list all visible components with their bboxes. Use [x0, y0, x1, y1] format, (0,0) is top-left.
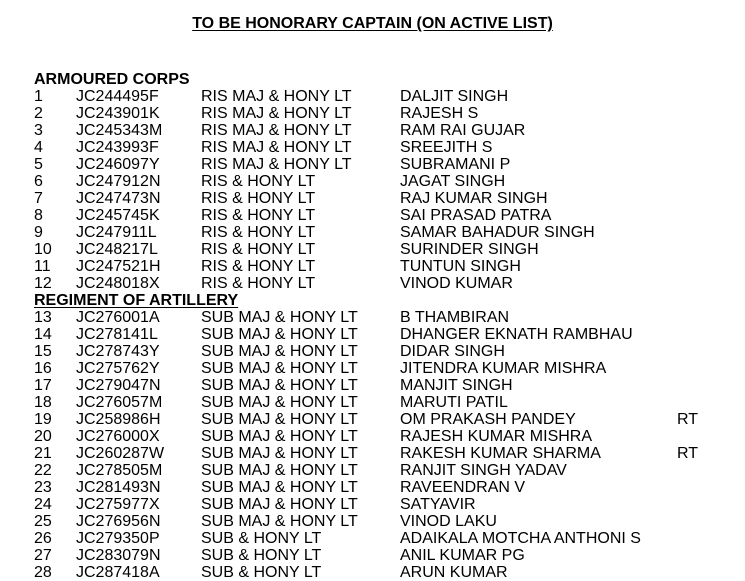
- serial-number: 13: [34, 309, 52, 326]
- personal-number: JC276057M: [76, 394, 163, 411]
- personal-number: JC243993F: [76, 139, 159, 156]
- list-row: [0, 105, 745, 122]
- serial-number: 23: [34, 479, 52, 496]
- serial-number: 11: [34, 258, 51, 275]
- serial-number: 27: [34, 547, 52, 564]
- list-row: [0, 479, 745, 496]
- rank: SUB MAJ & HONY LT: [201, 496, 358, 513]
- list-row: [0, 377, 745, 394]
- rank: SUB MAJ & HONY LT: [201, 445, 358, 462]
- list-row: [0, 156, 745, 173]
- rank: SUB MAJ & HONY LT: [201, 513, 358, 530]
- list-row: [0, 343, 745, 360]
- person-name: SAI PRASAD PATRA: [400, 207, 552, 224]
- personal-number: JC281493N: [76, 479, 161, 496]
- personal-number: JC278743Y: [76, 343, 160, 360]
- section-heading: [0, 71, 745, 88]
- personal-number: JC276000X: [76, 428, 160, 445]
- personal-number: JC244495F: [76, 88, 159, 105]
- personal-number: JC248217L: [76, 241, 158, 258]
- personal-number: JC279350P: [76, 530, 160, 547]
- rank: SUB MAJ & HONY LT: [201, 343, 358, 360]
- serial-number: 8: [34, 207, 43, 224]
- rank: SUB MAJ & HONY LT: [201, 394, 358, 411]
- rank: RIS & HONY LT: [201, 224, 316, 241]
- list-row: [0, 258, 745, 275]
- list-row: [0, 122, 745, 139]
- person-name: ADAIKALA MOTCHA ANTHONI S: [400, 530, 641, 547]
- personal-number: JC276001A: [76, 309, 160, 326]
- list-row: [0, 496, 745, 513]
- list-row: [0, 241, 745, 258]
- rank: SUB & HONY LT: [201, 530, 322, 547]
- rank: SUB & HONY LT: [201, 564, 322, 581]
- person-name: VINOD LAKU: [400, 513, 497, 530]
- rank: SUB MAJ & HONY LT: [201, 411, 358, 428]
- person-name: RAM RAI GUJAR: [400, 122, 526, 139]
- person-name: RANJIT SINGH YADAV: [400, 462, 567, 479]
- list-row: [0, 139, 745, 156]
- serial-number: 20: [34, 428, 52, 445]
- rank: SUB MAJ & HONY LT: [201, 309, 358, 326]
- serial-number: 5: [34, 156, 43, 173]
- list-row: [0, 462, 745, 479]
- person-name: SUBRAMANI P: [400, 156, 511, 173]
- person-name: ANIL KUMAR PG: [400, 547, 525, 564]
- person-name: DIDAR SINGH: [400, 343, 505, 360]
- person-name: RAJESH S: [400, 105, 479, 122]
- serial-number: 26: [34, 530, 52, 547]
- list-row: [0, 224, 745, 241]
- serial-number: 22: [34, 462, 52, 479]
- rank: SUB MAJ & HONY LT: [201, 428, 358, 445]
- rank: RIS & HONY LT: [201, 190, 316, 207]
- rank: RIS MAJ & HONY LT: [201, 139, 352, 156]
- person-name: SAMAR BAHADUR SINGH: [400, 224, 595, 241]
- rank: RIS MAJ & HONY LT: [201, 122, 352, 139]
- personal-number: JC247911L: [76, 224, 157, 241]
- person-name: RAJESH KUMAR MISHRA: [400, 428, 593, 445]
- promotion-list: [0, 71, 745, 581]
- personal-number: JC278505M: [76, 462, 163, 479]
- person-name: RAJ KUMAR SINGH: [400, 190, 548, 207]
- personal-number: JC260287W: [76, 445, 165, 462]
- personal-number: JC247473N: [76, 190, 161, 207]
- rank: RIS & HONY LT: [201, 207, 316, 224]
- serial-number: 4: [34, 139, 43, 156]
- serial-number: 6: [34, 173, 43, 190]
- personal-number: JC276956N: [76, 513, 161, 530]
- section-heading: [0, 292, 745, 309]
- list-row: [0, 513, 745, 530]
- rank: RIS MAJ & HONY LT: [201, 105, 352, 122]
- serial-number: 28: [34, 564, 52, 581]
- person-name: ARUN KUMAR: [400, 564, 508, 581]
- rank: SUB & HONY LT: [201, 547, 322, 564]
- rank: RIS & HONY LT: [201, 258, 316, 275]
- person-name: MARUTI PATIL: [400, 394, 508, 411]
- person-name: DALJIT SINGH: [400, 88, 509, 105]
- serial-number: 17: [34, 377, 52, 394]
- remark: RT: [677, 445, 699, 462]
- rank: SUB MAJ & HONY LT: [201, 462, 358, 479]
- list-row: [0, 275, 745, 292]
- list-row: [0, 88, 745, 105]
- section-heading-text: REGIMENT OF ARTILLERY: [34, 292, 239, 309]
- rank: RIS & HONY LT: [201, 275, 316, 292]
- list-row: [0, 547, 745, 564]
- list-row: [0, 411, 745, 428]
- rank: SUB MAJ & HONY LT: [201, 326, 358, 343]
- serial-number: 1: [34, 88, 43, 105]
- personal-number: JC283079N: [76, 547, 161, 564]
- rank: RIS MAJ & HONY LT: [201, 88, 352, 105]
- serial-number: 16: [34, 360, 52, 377]
- personal-number: JC246097Y: [76, 156, 160, 173]
- person-name: SATYAVIR: [400, 496, 476, 513]
- person-name: RAKESH KUMAR SHARMA: [400, 445, 601, 462]
- person-name: SREEJITH S: [400, 139, 493, 156]
- person-name: JITENDRA KUMAR MISHRA: [400, 360, 607, 377]
- person-name: VINOD KUMAR: [400, 275, 513, 292]
- serial-number: 9: [34, 224, 43, 241]
- list-row: [0, 173, 745, 190]
- personal-number: JC247912N: [76, 173, 161, 190]
- person-name: JAGAT SINGH: [400, 173, 506, 190]
- personal-number: JC245745K: [76, 207, 160, 224]
- rank: RIS & HONY LT: [201, 173, 316, 190]
- section-heading-text: ARMOURED CORPS: [34, 71, 190, 88]
- person-name: RAVEENDRAN V: [400, 479, 526, 496]
- personal-number: JC287418A: [76, 564, 160, 581]
- serial-number: 3: [34, 122, 43, 139]
- document-title: TO BE HONORARY CAPTAIN (ON ACTIVE LIST): [192, 15, 553, 32]
- rank: SUB MAJ & HONY LT: [201, 479, 358, 496]
- list-row: [0, 309, 745, 326]
- list-row: [0, 445, 745, 462]
- list-row: [0, 326, 745, 343]
- list-row: [0, 530, 745, 547]
- person-name: B THAMBIRAN: [400, 309, 510, 326]
- personal-number: JC278141L: [76, 326, 158, 343]
- rank: RIS MAJ & HONY LT: [201, 156, 352, 173]
- serial-number: 24: [34, 496, 52, 513]
- serial-number: 25: [34, 513, 52, 530]
- personal-number: JC247521H: [76, 258, 161, 275]
- person-name: MANJIT SINGH: [400, 377, 513, 394]
- person-name: OM PRAKASH PANDEY: [400, 411, 576, 428]
- serial-number: 21: [34, 445, 52, 462]
- list-row: [0, 428, 745, 445]
- list-row: [0, 564, 745, 581]
- personal-number: JC275977X: [76, 496, 160, 513]
- personal-number: JC279047N: [76, 377, 161, 394]
- serial-number: 19: [34, 411, 52, 428]
- serial-number: 12: [34, 275, 52, 292]
- serial-number: 10: [34, 241, 52, 258]
- personal-number: JC245343M: [76, 122, 163, 139]
- rank: RIS & HONY LT: [201, 241, 316, 258]
- serial-number: 2: [34, 105, 43, 122]
- serial-number: 14: [34, 326, 52, 343]
- personal-number: JC243901K: [76, 105, 160, 122]
- serial-number: 7: [34, 190, 43, 207]
- list-row: [0, 207, 745, 224]
- list-row: [0, 394, 745, 411]
- rank: SUB MAJ & HONY LT: [201, 360, 358, 377]
- person-name: SURINDER SINGH: [400, 241, 539, 258]
- remark: RT: [677, 411, 699, 428]
- serial-number: 15: [34, 343, 52, 360]
- list-row: [0, 360, 745, 377]
- list-row: [0, 190, 745, 207]
- personal-number: JC248018X: [76, 275, 160, 292]
- personal-number: JC258986H: [76, 411, 161, 428]
- rank: SUB MAJ & HONY LT: [201, 377, 358, 394]
- personal-number: JC275762Y: [76, 360, 160, 377]
- person-name: DHANGER EKNATH RAMBHAU: [400, 326, 633, 343]
- serial-number: 18: [34, 394, 52, 411]
- person-name: TUNTUN SINGH: [400, 258, 521, 275]
